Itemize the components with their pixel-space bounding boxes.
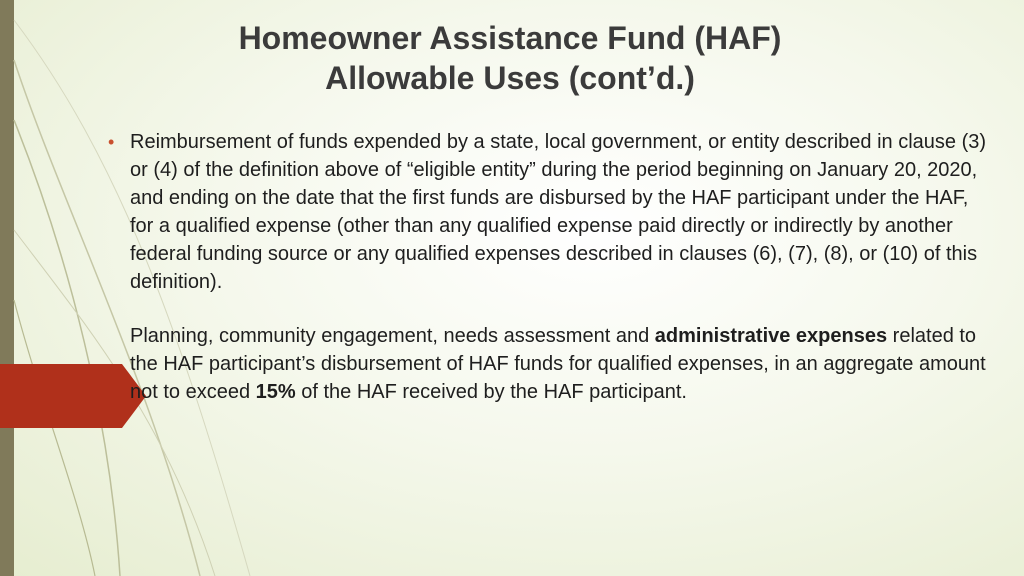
title-line-2: Allowable Uses (cont’d.) bbox=[325, 60, 695, 96]
item-bold-percent: 15% bbox=[255, 381, 296, 403]
red-arrow-accent bbox=[0, 364, 146, 428]
bullet-list bbox=[108, 128, 990, 406]
item-text-part: Planning, community engagement, needs assessment and bbox=[130, 325, 655, 347]
list-item bbox=[108, 128, 990, 296]
item-text: Reimbursement of funds expended by a state, local government, or entity described in clause (3) or (4) of the definition above of “eligible entity” during the period beginning on January 20, 2020, and ending on the date that the first funds are disbursed by the HAF participant under the HAF, for a qualified expense (other than any qualified expense paid directly or indirectly by another federal funding source or any qualified expenses described in clauses (6), (7), (8), or (10) of this definition). bbox=[130, 131, 987, 293]
list-item bbox=[130, 322, 990, 406]
item-text-part: of the HAF received by the HAF participant. bbox=[295, 381, 687, 403]
item-text-part: related to the HAF participant’s disbursement of HAF funds for qualified expenses, in an aggregate amount not to exceed bbox=[130, 325, 986, 403]
title-line-1: Homeowner Assistance Fund (HAF) bbox=[238, 20, 782, 56]
slide-title bbox=[150, 18, 870, 98]
bullet-icon: • bbox=[108, 132, 115, 152]
item-bold-text: administrative expenses bbox=[654, 325, 888, 347]
